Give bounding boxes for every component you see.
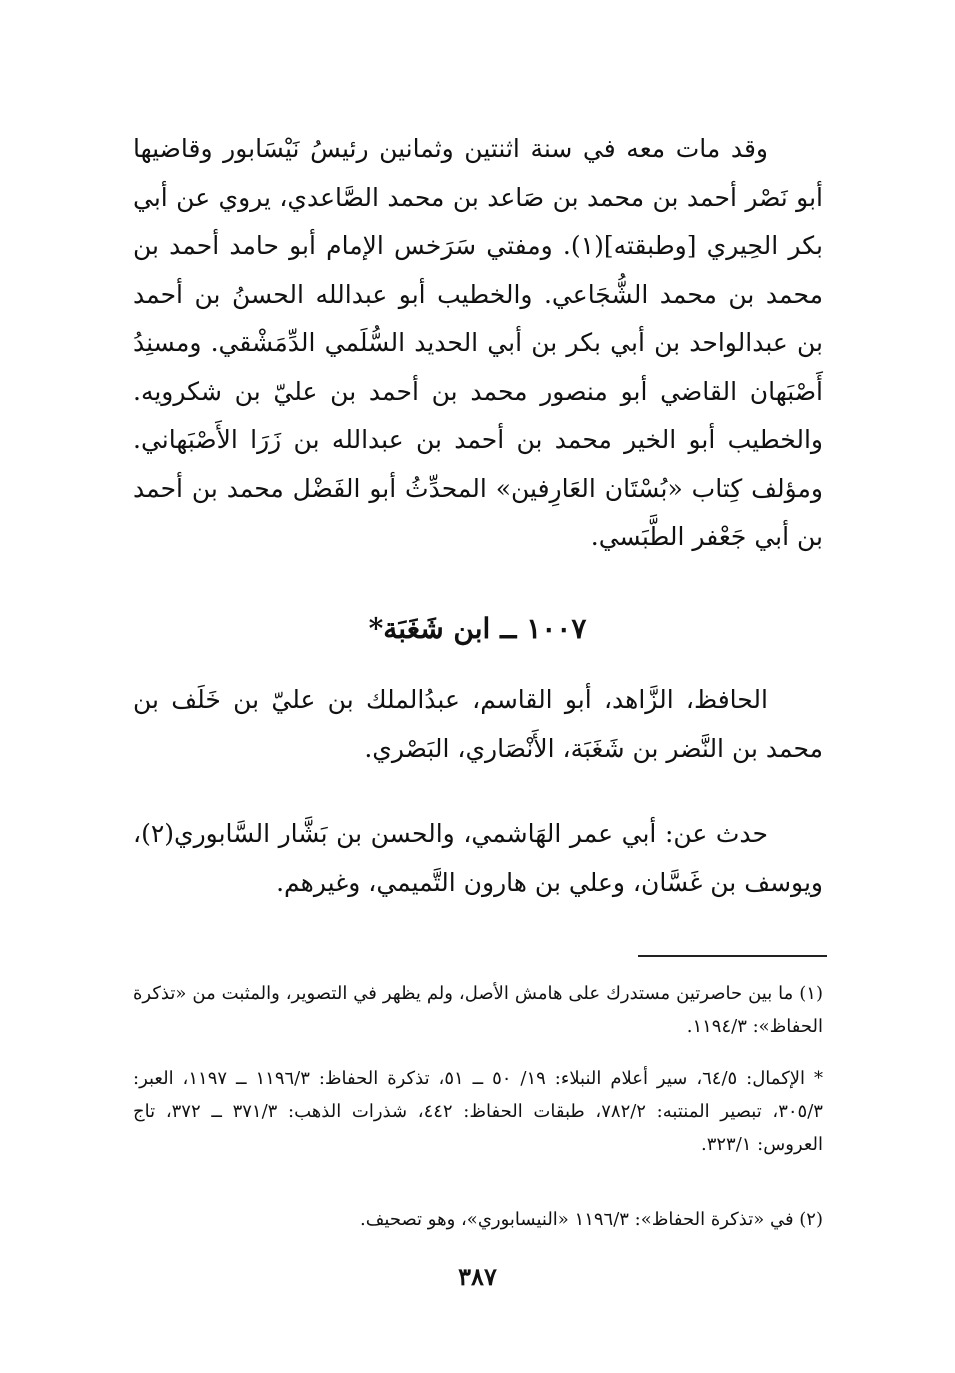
footnote-2: (٢) في «تذكرة الحفاظ»: ١١٩٦/٣ «النيسابوري»، وهو تصحيف. [360,1209,823,1230]
entry-heading: ١٠٠٧ ــ ابن شَغَبَة* [368,612,587,645]
page-number: ٣٨٧ [458,1262,497,1291]
footnote-star-sources: * الإكمال: ٦٤/٥، سير أعلام النبلاء: ١٩/ ٥٠ ــ ٥١، تذكرة الحفاظ: ١١٩٦/٣ ــ ١١٩٧، العبر: ٣٠٥/٣، تبصير المنتبه: ٧٨٢/٢، طبقات الحفاظ: ٤٤٢، شذرات الذهب: ٣٧١/٣ ــ ٣٧٢، تاج العروس: ٣٢٣/١. [133,1068,823,1155]
footnote-1: (١) ما بين حاصرتين مستدرك على هامش الأصل، ولم يظهر في التصوير، والمثبت من «تذكرة الحفاظ»: ١١٩٤/٣. [133,983,823,1037]
footnote-separator [638,955,827,957]
body-paragraph-narrators: حدث عن: أبي عمر الهَاشمي، والحسن بن بَشَّار السَّابوري(٢)، ويوسف بن غَسَّان، وعلي بن هارون التَّميمي، وغيرهم. [133,819,823,897]
body-paragraph-name: الحافظ، الزَّاهد، أبو القاسم، عبدُالملك بن عليّ بن خَلَف بن محمد بن النَّضر بن شَغَبَة، الأَنْصَاري، البَصْري. [133,685,823,763]
body-paragraph-intro: وقد مات معه في سنة اثنتين وثمانين رئيسُ نَيْسَابور وقاضيها أبو نَصْر أحمد بن محمد بن صَاعد بن محمد الصَّاعدي، يروي عن أبي بكر الحِيري [وطبقته](١). ومفتي سَرَخس الإمام أبو حامد أحمد بن محمد بن محمد الشُّجَاعي. والخطيب أبو عبدالله الحسنُ بن أحمد بن عبدالواحد بن أبي بكر بن أبي الحديد السُّلَمي الدِّمَشْقي. ومسنِدُ أَصْبَهان القاضي أبو منصور محمد بن أحمد بن عليّ بن شكرويه. والخطيب أبو الخير محمد بن أحمد بن عبدالله بن زَرَا الأَصْبَهاني. ومؤلف كِتاب «بُسْتَان العَارِفين» المحدِّثُ أبو الفَضْل محمد بن أحمد بن أبي جَعْفر الطَّبَسي. [133,134,823,551]
